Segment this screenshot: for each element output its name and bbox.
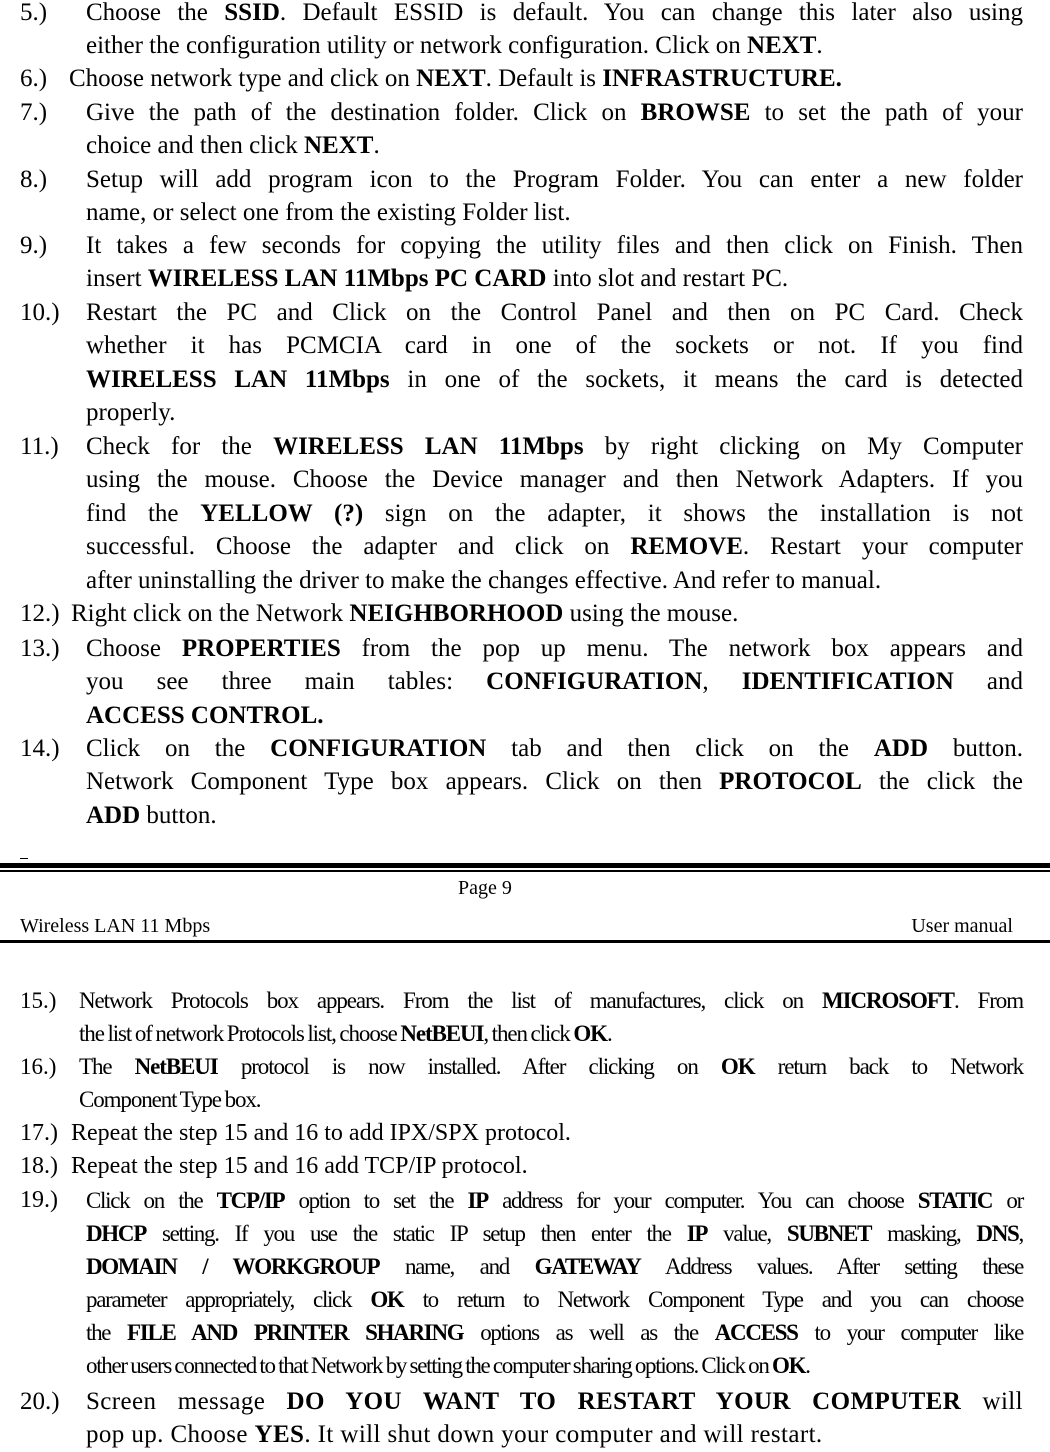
text-run: by right clicking on My Computer [583,433,1023,460]
text-run: Network Component Type box appears. Click on then [86,768,720,796]
text-run: find the [86,499,201,527]
text-line [86,497,1023,530]
text-run: return back to Network [754,1054,1024,1079]
emphasis: OK [772,1353,806,1378]
text-line [86,396,1023,429]
emphasis: IP [467,1188,488,1213]
emphasis: OK [573,1021,607,1046]
text-line [86,799,1023,832]
text-line [86,29,1023,62]
step-number: 6.) [20,65,48,92]
text-run: in one of the sockets, it means the card is detected [389,365,1023,393]
text-line [79,1050,1023,1083]
step-number: 9.) [20,232,48,259]
text-run: , then click [483,1021,574,1046]
emphasis: CONFIGURATION [270,735,487,762]
text-run: button. [928,735,1023,762]
step-text [86,229,1023,296]
text-run: the list of network Protocols list, choose [79,1021,401,1046]
emphasis: NetBEUI [134,1054,218,1079]
step-text [71,597,1008,630]
text-run: from the pop up menu. The network box appears and [340,635,1023,662]
text-run: Network Protocols box appears. From the list of manufactures, click on [79,988,822,1013]
text-run: It takes a few seconds for copying the utility files and then click on Finish. Then [86,232,1023,259]
text-run: , [702,668,742,696]
emphasis: GATEWAY [534,1254,641,1279]
text-line [86,632,1023,665]
text-run: choice and then click [86,132,304,160]
text-run: Repeat the step 15 and 16 to add IPX/SPX protocol. [71,1120,571,1146]
text-run: using the mouse. Choose the Device manager and then Network Adapters. If you [86,466,1023,494]
text-run: Restart the PC and Click on the Control Panel and then on PC Card. Check [86,299,1023,326]
emphasis: NEXT [746,32,817,60]
text-run: pop up. Choose [86,1421,255,1449]
text-run: The [79,1054,135,1079]
text-run: the click the [861,768,1024,796]
emphasis: SUBNET [786,1221,872,1246]
text-run: properly. [86,399,176,427]
emphasis: FILE AND PRINTER SHARING [127,1320,464,1345]
footer-document-type: User manual [911,915,1013,937]
emphasis: ACCESS CONTROL. [86,701,324,729]
emphasis: NetBEUI [400,1021,484,1046]
page-end-mark [20,858,28,859]
text-run: . Default is [485,65,603,92]
step-number: 8.) [20,166,48,193]
text-run: Screen message [86,1388,287,1415]
text-run: sign on the adapter, it shows the installation is not [363,499,1023,527]
text-run: other users connected to that Network by setting the computer sharing options. Click on [86,1353,773,1378]
page-number: Page 9 [458,877,512,899]
text-line [71,597,1008,630]
text-run: parameter appropriately, click [86,1287,371,1312]
text-run: address for your computer. You can choose [487,1188,918,1213]
emphasis: YELLOW (?) [200,499,364,527]
text-run: options as well as the [463,1320,715,1345]
step-text [86,632,1023,732]
step-text [79,1050,1023,1116]
text-run: setting. If you use the static IP setup then enter the [145,1221,687,1246]
step-number: 15.) [20,988,57,1013]
text-run: value, [707,1221,787,1246]
text-line [71,1150,1008,1183]
text-run: Choose the [86,0,225,26]
step-text [69,62,1006,95]
text-run: masking, [871,1221,977,1246]
emphasis: OK [370,1287,404,1312]
text-run: Repeat the step 15 and 16 add TCP/IP protocol. [71,1153,528,1179]
text-line [69,62,1006,95]
text-run: to set the path of your [750,99,1023,126]
text-run: Click on the [86,735,271,762]
text-line [86,229,1023,262]
text-run: . [606,1021,612,1046]
text-line [86,1217,1023,1250]
emphasis: SSID [224,0,280,26]
step-text [86,0,1023,63]
step-number: 7.) [20,99,48,126]
text-line [86,1184,1023,1217]
footer-product-name: Wireless LAN 11 Mbps [20,915,211,937]
text-line [86,1385,1023,1418]
text-run: button. [140,801,217,829]
text-line [86,262,1023,295]
emphasis: IDENTIFICATION [741,668,954,696]
step-text [86,430,1023,597]
text-line [79,1017,1023,1050]
text-line [86,564,1023,597]
step-text [86,96,1023,163]
text-run: , [1018,1221,1023,1246]
emphasis: MICROSOFT [821,988,954,1013]
text-run: . [373,132,380,160]
emphasis: NEXT [303,132,374,160]
emphasis: DHCP [86,1221,146,1246]
text-run: the [86,1320,128,1345]
text-run: successful. Choose the adapter and click on [86,533,631,561]
emphasis: IP [686,1221,708,1246]
text-line [86,0,1023,29]
emphasis: TCP/IP [216,1188,285,1213]
text-run: using the mouse. [563,600,739,627]
step-number: 10.) [20,299,60,326]
text-line [86,1418,1023,1451]
text-run: Choose network type and click on [69,65,417,92]
step-text [86,296,1023,430]
text-run: Right click on the Network [71,600,350,627]
step-text [79,984,1023,1050]
text-run: Check for the [86,433,274,460]
step-number: 14.) [20,735,60,762]
text-line [86,699,1023,732]
text-run: whether it has PCMCIA card in one of the sockets or not. If you find [86,332,1023,360]
emphasis: NEXT [416,65,486,92]
text-line [86,530,1023,563]
text-line [86,765,1023,798]
step-number: 11.) [20,433,59,460]
text-run: option to set the [284,1188,468,1213]
step-text [86,163,1023,230]
step-number: 20.) [20,1388,60,1415]
emphasis: NEIGHBORHOOD [349,600,564,627]
text-line [86,363,1023,396]
text-run: to return to Network Component Type and you can choose [403,1287,1023,1312]
text-run: or [992,1188,1023,1213]
emphasis: INFRASTRUCTURE. [602,65,842,92]
emphasis: REMOVE [630,533,743,561]
text-run: you see three main tables: [86,668,487,696]
text-run: after uninstalling the driver to make the changes effective. And refer to manual. [86,566,882,594]
text-run: name, and [379,1254,535,1279]
text-line [79,984,1023,1017]
text-line [86,1349,1023,1382]
step-text [86,1385,1023,1452]
text-line [86,1316,1023,1349]
emphasis: CONFIGURATION [486,668,703,696]
step-number: 17.) [20,1120,58,1146]
emphasis: PROTOCOL [719,768,862,796]
text-run: Address values. After setting these [640,1254,1023,1279]
text-run: Click on the [86,1188,217,1213]
text-run: . Restart your computer [742,533,1023,561]
emphasis: BROWSE [640,99,751,126]
text-line [86,196,1023,229]
emphasis: PROPERTIES [181,635,341,662]
text-line [79,1083,1023,1116]
step-text [86,732,1023,832]
emphasis: DNS [976,1221,1019,1246]
header-rule [0,940,1050,943]
step-text [71,1150,1008,1183]
text-line [86,329,1023,362]
step-number: 16.) [20,1054,57,1079]
text-line [71,1117,1008,1150]
text-line [86,1283,1023,1316]
step-number: 12.) [20,600,60,627]
text-run: Choose [86,635,182,662]
text-run: name, or select one from the existing Folder list. [86,199,571,227]
text-run: . [816,32,823,60]
emphasis: OK [720,1054,755,1079]
emphasis: STATIC [917,1188,993,1213]
step-text [86,1184,1023,1382]
emphasis: WIRELESS LAN 11Mbps [273,433,584,460]
emphasis: DO YOU WANT TO RESTART YOUR COMPUTER [286,1388,962,1415]
text-run: . From [953,988,1023,1013]
footer-rule-thin [0,870,1050,872]
step-number: 13.) [20,635,60,662]
emphasis: WIRELESS LAN 11Mbps PC CARD [147,265,547,293]
text-run: . [805,1353,810,1378]
text-line [86,463,1023,496]
text-line [86,732,1023,765]
text-run: to your computer like [797,1320,1024,1345]
text-run: either the configuration utility or network configuration. Click on [86,32,747,60]
emphasis: DOMAIN / WORKGROUP [86,1254,380,1279]
step-number: 18.) [20,1153,58,1179]
text-run: into slot and restart PC. [546,265,789,293]
step-number: 5.) [20,0,48,26]
emphasis: YES [254,1421,305,1449]
text-line [86,665,1023,698]
text-line [86,1250,1023,1283]
text-run: . It will shut down your computer and will restart. [304,1421,823,1449]
text-line [86,96,1023,129]
text-run: protocol is now installed. After clicking on [217,1054,721,1079]
emphasis: ACCESS [714,1320,798,1345]
text-run: insert [86,265,148,293]
text-run: Setup will add program icon to the Program Folder. You can enter a new folder [86,166,1023,193]
text-run: and [953,668,1023,696]
text-run: tab and then click on the [486,735,874,762]
text-run: Component Type box. [79,1087,261,1112]
emphasis: ADD [873,735,929,762]
footer-rule-thick [0,863,1050,868]
text-run: will [961,1388,1023,1415]
step-number: 19.) [20,1187,58,1213]
text-line [86,129,1023,162]
text-run: . Default ESSID is default. You can change this later also using [279,0,1023,26]
emphasis: WIRELESS LAN 11Mbps [86,365,390,393]
text-line [86,430,1023,463]
text-run: Give the path of the destination folder. Click on [86,99,641,126]
step-text [71,1117,1008,1150]
emphasis: ADD [86,801,141,829]
text-line [86,163,1023,196]
text-line [86,296,1023,329]
